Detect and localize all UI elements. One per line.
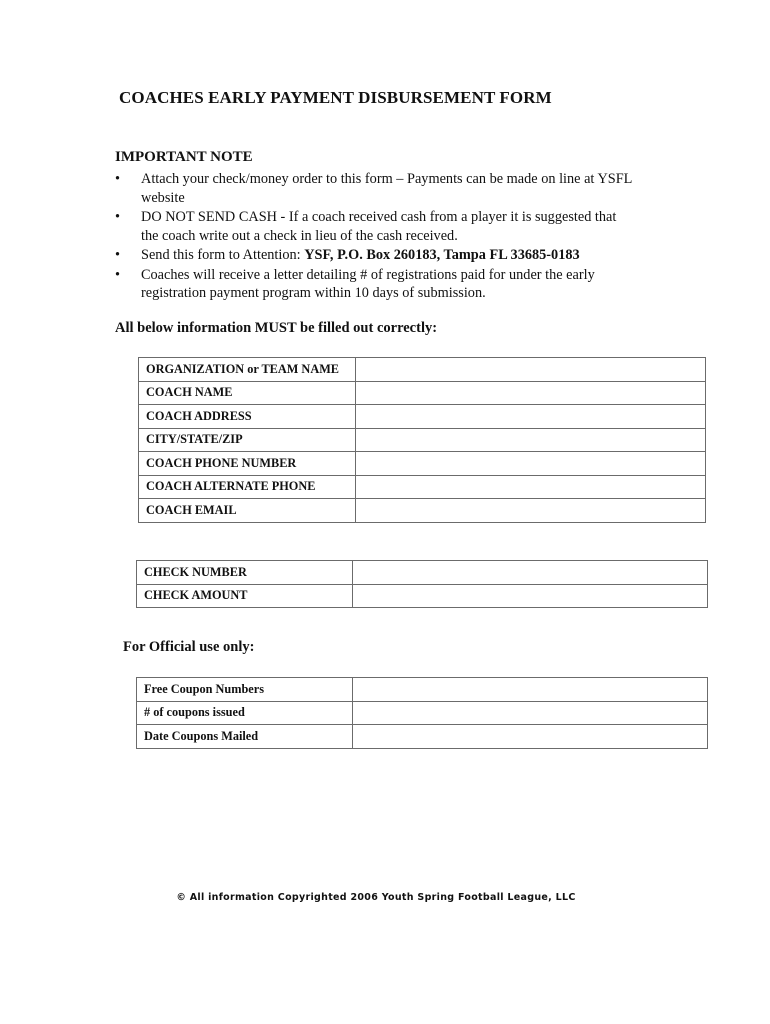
official-use-heading: For Official use only:	[123, 639, 255, 655]
table-row	[137, 561, 708, 585]
coach-address-field[interactable]	[356, 405, 706, 429]
coach-alt-phone-label: COACH ALTERNATE PHONE	[139, 475, 356, 499]
table-row	[139, 358, 706, 382]
date-coupons-mailed-label: Date Coupons Mailed	[137, 725, 353, 749]
note-item	[115, 208, 685, 245]
bullet-icon: •	[115, 171, 121, 187]
instruction-text: All below information MUST be filled out correctly:	[115, 320, 438, 336]
note-item-line	[141, 246, 685, 265]
note-item-line: Attach your check/money order to this form – Payments can be made on line at YSFL	[141, 171, 633, 187]
coupons-issued-field[interactable]	[353, 701, 708, 725]
table-row	[137, 584, 708, 608]
important-note-heading: IMPORTANT NOTE	[115, 149, 253, 165]
coach-alt-phone-field[interactable]	[356, 475, 706, 499]
note-item-line: the coach write out a check in lieu of the cash received.	[141, 227, 458, 244]
city-state-zip-field[interactable]	[356, 428, 706, 452]
check-number-field[interactable]	[353, 561, 708, 585]
bullet-icon: •	[115, 209, 121, 225]
copyright-text: © All information Copyrighted 2006 Youth Spring Football League, LLC	[176, 892, 576, 903]
check-amount-label: CHECK AMOUNT	[137, 584, 353, 608]
city-state-zip-label: CITY/STATE/ZIP	[139, 428, 356, 452]
coach-name-label: COACH NAME	[139, 381, 356, 405]
form-title: COACHES EARLY PAYMENT DISBURSEMENT FORM	[119, 88, 552, 107]
table-row	[139, 499, 706, 523]
coach-address-label: COACH ADDRESS	[139, 405, 356, 429]
bullet-icon: •	[115, 266, 121, 283]
table-row	[139, 428, 706, 452]
note-item-line: Coaches will receive a letter detailing # of registrations paid for under the early	[141, 266, 595, 283]
free-coupon-numbers-label: Free Coupon Numbers	[137, 678, 353, 702]
table-row	[139, 405, 706, 429]
note-item	[115, 246, 685, 265]
mailing-prefix: Send this form to Attention:	[141, 247, 305, 263]
note-item-line: registration payment program within 10 days of submission.	[141, 285, 486, 301]
table-row	[139, 475, 706, 499]
check-amount-field[interactable]	[353, 584, 708, 608]
check-number-label: CHECK NUMBER	[137, 561, 353, 585]
org-team-name-field[interactable]	[356, 358, 706, 382]
copyright-footer	[0, 892, 770, 903]
coach-email-label: COACH EMAIL	[139, 499, 356, 523]
mailing-address: YSF, P.O. Box 260183, Tampa FL 33685-0183	[304, 247, 580, 263]
org-team-name-label: ORGANIZATION or TEAM NAME	[139, 358, 356, 382]
note-item	[115, 266, 685, 303]
note-item-line: DO NOT SEND CASH - If a coach received cash from a player it is suggested that	[141, 209, 617, 225]
coach-name-field[interactable]	[356, 381, 706, 405]
table-row	[137, 678, 708, 702]
coach-phone-field[interactable]	[356, 452, 706, 476]
official-use-table	[136, 677, 708, 749]
table-row	[139, 381, 706, 405]
coach-info-table	[138, 357, 706, 523]
free-coupon-numbers-field[interactable]	[353, 678, 708, 702]
coach-email-field[interactable]	[356, 499, 706, 523]
note-item-line: website	[141, 189, 185, 206]
table-row	[139, 452, 706, 476]
table-row	[137, 701, 708, 725]
important-note-list	[115, 170, 685, 304]
bullet-icon: •	[115, 247, 121, 263]
coach-phone-label: COACH PHONE NUMBER	[139, 452, 356, 476]
table-row	[137, 725, 708, 749]
check-info-table	[136, 560, 708, 608]
date-coupons-mailed-field[interactable]	[353, 725, 708, 749]
coupons-issued-label: # of coupons issued	[137, 701, 353, 725]
note-item	[115, 170, 685, 207]
